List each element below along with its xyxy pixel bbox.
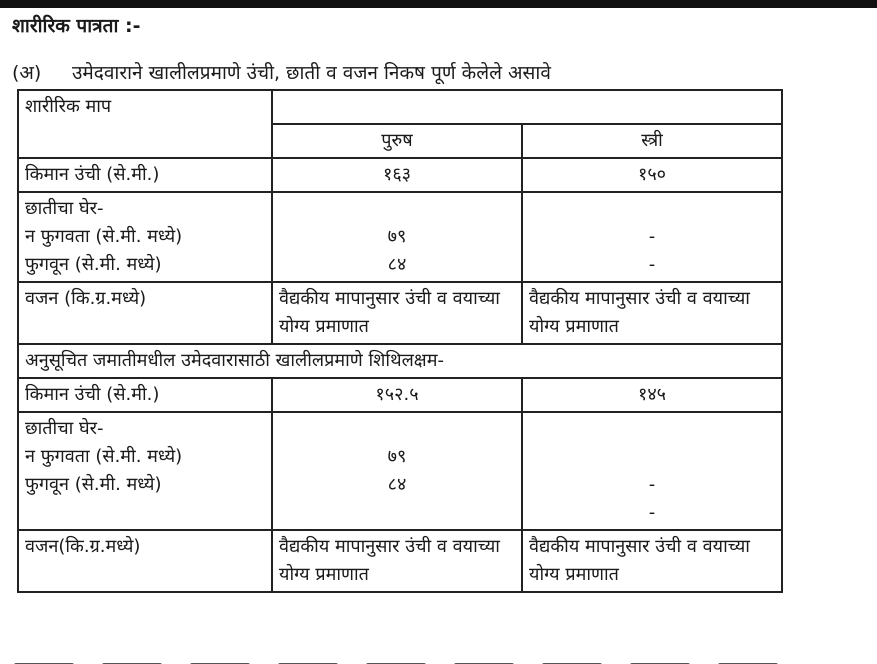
- chest-female-expanded: -: [648, 254, 656, 275]
- chest-male-unexpanded: ७९: [387, 226, 407, 247]
- chest-label-cell: [18, 192, 272, 282]
- st-chest-title: छातीचा घेर-: [25, 418, 104, 439]
- st-chest-female-unexpanded: -: [648, 474, 656, 495]
- table-row: [18, 282, 782, 344]
- st-weight-female-value: वैद्यकीय मापानुसार उंची व वयाच्या योग्य प्रमाणात: [522, 530, 782, 592]
- top-border-bar: [0, 0, 877, 8]
- st-chest-male-cell: [272, 412, 522, 530]
- st-chest-expanded-label: फुगवून (से.मी. मध्ये): [25, 474, 162, 495]
- col-male-header: पुरुष: [272, 124, 522, 158]
- chest-title: छातीचा घेर-: [25, 198, 104, 219]
- st-chest-male-expanded: ८४: [387, 474, 407, 495]
- table-header-row: [18, 90, 782, 124]
- table-row: [18, 344, 782, 378]
- st-height-label: किमान उंची (से.मी.): [18, 378, 272, 412]
- height-female-value: १५०: [522, 158, 782, 192]
- st-weight-label: वजन(कि.ग्र.मध्ये): [18, 530, 272, 592]
- section-heading: शारीरिक पात्रता :-: [12, 15, 141, 37]
- subheading-text: उमेदवाराने खालीलप्रमाणे उंची, छाती व वजन निकष पूर्ण केलेले असावे: [72, 62, 551, 84]
- weight-female-value: वैद्यकीय मापानुसार उंची व वयाच्या योग्य प्रमाणात: [522, 282, 782, 344]
- chest-expanded-label: फुगवून (से.मी. मध्ये): [25, 254, 162, 275]
- st-chest-female-cell: [522, 412, 782, 530]
- st-height-male-value: १५२.५: [272, 378, 522, 412]
- table-row: [18, 192, 782, 282]
- st-relaxation-note: अनुसूचित जमातीमधील उमेदवारासाठी खालीलप्रमाणे शिथिलक्षम-: [18, 344, 782, 378]
- st-chest-label-cell: [18, 412, 272, 530]
- weight-label: वजन (कि.ग्र.मध्ये): [18, 282, 272, 344]
- table-row: [18, 158, 782, 192]
- chest-female-cell: [522, 192, 782, 282]
- st-chest-unexpanded-label: न फुगवता (से.मी. मध्ये): [25, 446, 183, 467]
- st-weight-male-value: वैद्यकीय मापानुसार उंची व वयाच्या योग्य प्रमाणात: [272, 530, 522, 592]
- table-row: [18, 378, 782, 412]
- header-blank-cell: [272, 90, 782, 124]
- physical-criteria-table: [17, 89, 783, 593]
- chest-female-unexpanded: -: [648, 226, 656, 247]
- cut-off-text-line: [0, 652, 877, 664]
- table-row: [18, 412, 782, 530]
- st-chest-female-expanded: -: [648, 502, 656, 523]
- height-male-value: १६३: [272, 158, 522, 192]
- st-height-female-value: १४५: [522, 378, 782, 412]
- criteria-subheading: [12, 59, 551, 85]
- height-label: किमान उंची (से.मी.): [18, 158, 272, 192]
- table-row: [18, 530, 782, 592]
- weight-male-value: वैद्यकीय मापानुसार उंची व वयाच्या योग्य प्रमाणात: [272, 282, 522, 344]
- subheading-marker: (अ): [12, 62, 42, 84]
- chest-male-cell: [272, 192, 522, 282]
- st-chest-male-unexpanded: ७९: [387, 446, 407, 467]
- header-label-cell: शारीरिक माप: [18, 90, 272, 158]
- chest-unexpanded-label: न फुगवता (से.मी. मध्ये): [25, 226, 183, 247]
- col-female-header: स्त्री: [522, 124, 782, 158]
- chest-male-expanded: ८४: [387, 254, 407, 275]
